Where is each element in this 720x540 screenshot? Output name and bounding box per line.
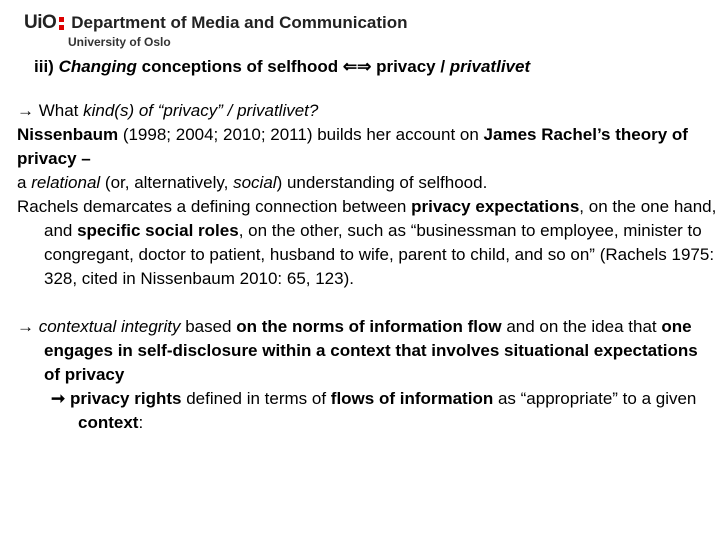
right-arrow-icon: → bbox=[17, 317, 34, 336]
title-privacy: privacy / bbox=[371, 57, 450, 76]
ci-based: based bbox=[180, 317, 237, 336]
relational-paragraph bbox=[17, 171, 717, 195]
james-rachel-theory: James Rachel’s theory of privacy – bbox=[17, 125, 688, 168]
relational-rest: ) understanding of selfhood. bbox=[276, 173, 488, 192]
privacy-expectations: privacy expectations bbox=[411, 197, 580, 216]
title-changing: Changing bbox=[58, 57, 137, 76]
privacy-rights-paragraph bbox=[51, 387, 717, 435]
title-privatlivet: privatlivet bbox=[449, 57, 531, 76]
rachels-p2: , on the one hand, and bbox=[44, 197, 717, 240]
question-line bbox=[17, 99, 717, 123]
specific-social-roles: specific social roles bbox=[77, 221, 239, 240]
flows-of-information: flows of information bbox=[330, 389, 494, 408]
context-word: context bbox=[78, 413, 139, 432]
logo-uio: UiO bbox=[24, 12, 57, 33]
relational-word: relational bbox=[31, 173, 101, 192]
relational-a: a bbox=[17, 173, 32, 192]
university-logo bbox=[24, 12, 408, 34]
social-word: social bbox=[233, 173, 277, 192]
pr-p3: : bbox=[138, 413, 144, 432]
department-name: Department of Media and Communication bbox=[71, 13, 408, 32]
ci-p2: and on the idea that bbox=[501, 317, 662, 336]
header bbox=[24, 12, 408, 49]
question-text: kind(s) of “privacy” / privatlivet? bbox=[83, 101, 319, 120]
slide-title bbox=[34, 57, 530, 77]
spacer bbox=[17, 291, 717, 315]
question-what: What bbox=[34, 101, 84, 120]
logo-colon-icon bbox=[59, 17, 64, 30]
nissenbaum-years: (1998; 2004; 2010; 2011) builds her account on bbox=[118, 125, 484, 144]
title-prefix: iii) bbox=[34, 57, 59, 76]
norms-information-flow: on the norms of information flow bbox=[236, 317, 502, 336]
contextual-integrity: contextual integrity bbox=[34, 317, 181, 336]
right-arrow-icon: → bbox=[17, 101, 34, 120]
pr-p1: defined in terms of bbox=[181, 389, 331, 408]
rachels-paragraph bbox=[17, 195, 717, 291]
privacy-rights: privacy rights bbox=[65, 389, 182, 408]
pr-p2: as “appropriate” to a given bbox=[493, 389, 697, 408]
bold-arrow-icon: ➞ bbox=[51, 389, 66, 408]
rachels-p3: , on the other, such as “businessman to employee, minister to congregant, doctor to patient, husband to wife, parent to child, and so on” (Rachels 1975: 328, cited in Nissenbaum 2010: 65, 123). bbox=[44, 221, 715, 288]
university-name: University of Oslo bbox=[68, 35, 171, 49]
relational-or: (or, alternatively, bbox=[100, 173, 234, 192]
slide-content bbox=[17, 99, 717, 435]
self-disclosure: one engages in self-disclosure within a context that involves situational expectations of privacy bbox=[44, 317, 698, 384]
nissenbaum-name: Nissenbaum bbox=[17, 125, 119, 144]
double-arrow-icon: ⇐⇒ bbox=[342, 57, 372, 76]
rachels-p1: Rachels demarcates a defining connection between bbox=[17, 197, 412, 216]
title-mid: conceptions of selfhood bbox=[136, 57, 343, 76]
nissenbaum-paragraph bbox=[17, 123, 717, 171]
contextual-integrity-paragraph bbox=[17, 315, 717, 387]
